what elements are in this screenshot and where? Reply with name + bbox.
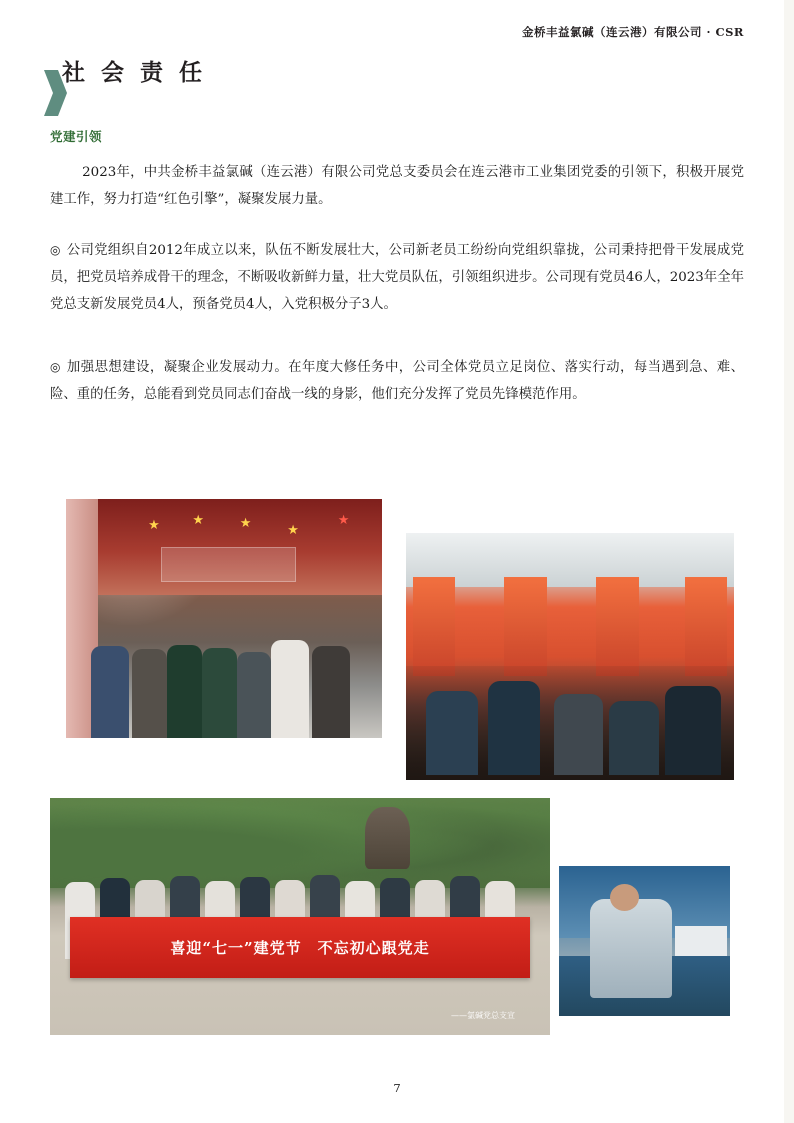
bullet-icon: ◎ [50, 360, 61, 374]
photo-bus-interior [406, 533, 734, 780]
banner-subtext: ——氯碱党总支宣 [451, 1010, 515, 1020]
section-heading: 党建引领 [50, 129, 103, 144]
photo-banner-group [50, 798, 550, 1035]
banner-text: 喜迎“七一”建党节 不忘初心跟党走 [70, 917, 530, 979]
chevron-group-icon [44, 47, 48, 93]
page-header-company: 金桥丰益氯碱（连云港）有限公司 · CSR [521, 25, 744, 39]
bullet-icon: ◎ [50, 243, 61, 257]
photo-blood-donation [559, 866, 730, 1016]
paragraph-intro [50, 160, 744, 214]
paragraph-text: 加强思想建设，凝聚企业发展动力。在年度大修任务中，公司全体党员立足岗位、落实行动，每当遇到急、难、险、重的任务，总能看到党员同志们奋战一线的身影，他们充分发挥了党员先锋模范作用。 [50, 360, 744, 402]
paragraph-text: 公司党组织自2012年成立以来，队伍不断发展壮大，公司新老员工纷纷向党组织靠拢，公司秉持把骨干发展成党员，把党员培养成骨干的理念，不断吸收新鲜力量，壮大党员队伍，引领组织进步。公司现有党员46人，2023年全年党总支新发展党员4人，预备党员4人，入党积极分子3人。 [50, 243, 744, 312]
photo-exhibition: ★ ★ ★ ★ ★ [66, 499, 382, 738]
right-margin [784, 0, 794, 1123]
page-number: 7 [393, 1081, 401, 1095]
page-title: 社 会 责 任 [62, 58, 207, 86]
paragraph-ideological-construction [50, 355, 744, 409]
paragraph-party-organization [50, 238, 744, 318]
paragraph-text: 2023年，中共金桥丰益氯碱（连云港）有限公司党总支委员会在连云港市工业集团党委的引领下，积极开展党建工作，努力打造“红色引擎”，凝聚发展力量。 [50, 165, 744, 207]
left-margin [0, 0, 14, 1123]
page-title-block [44, 46, 206, 94]
